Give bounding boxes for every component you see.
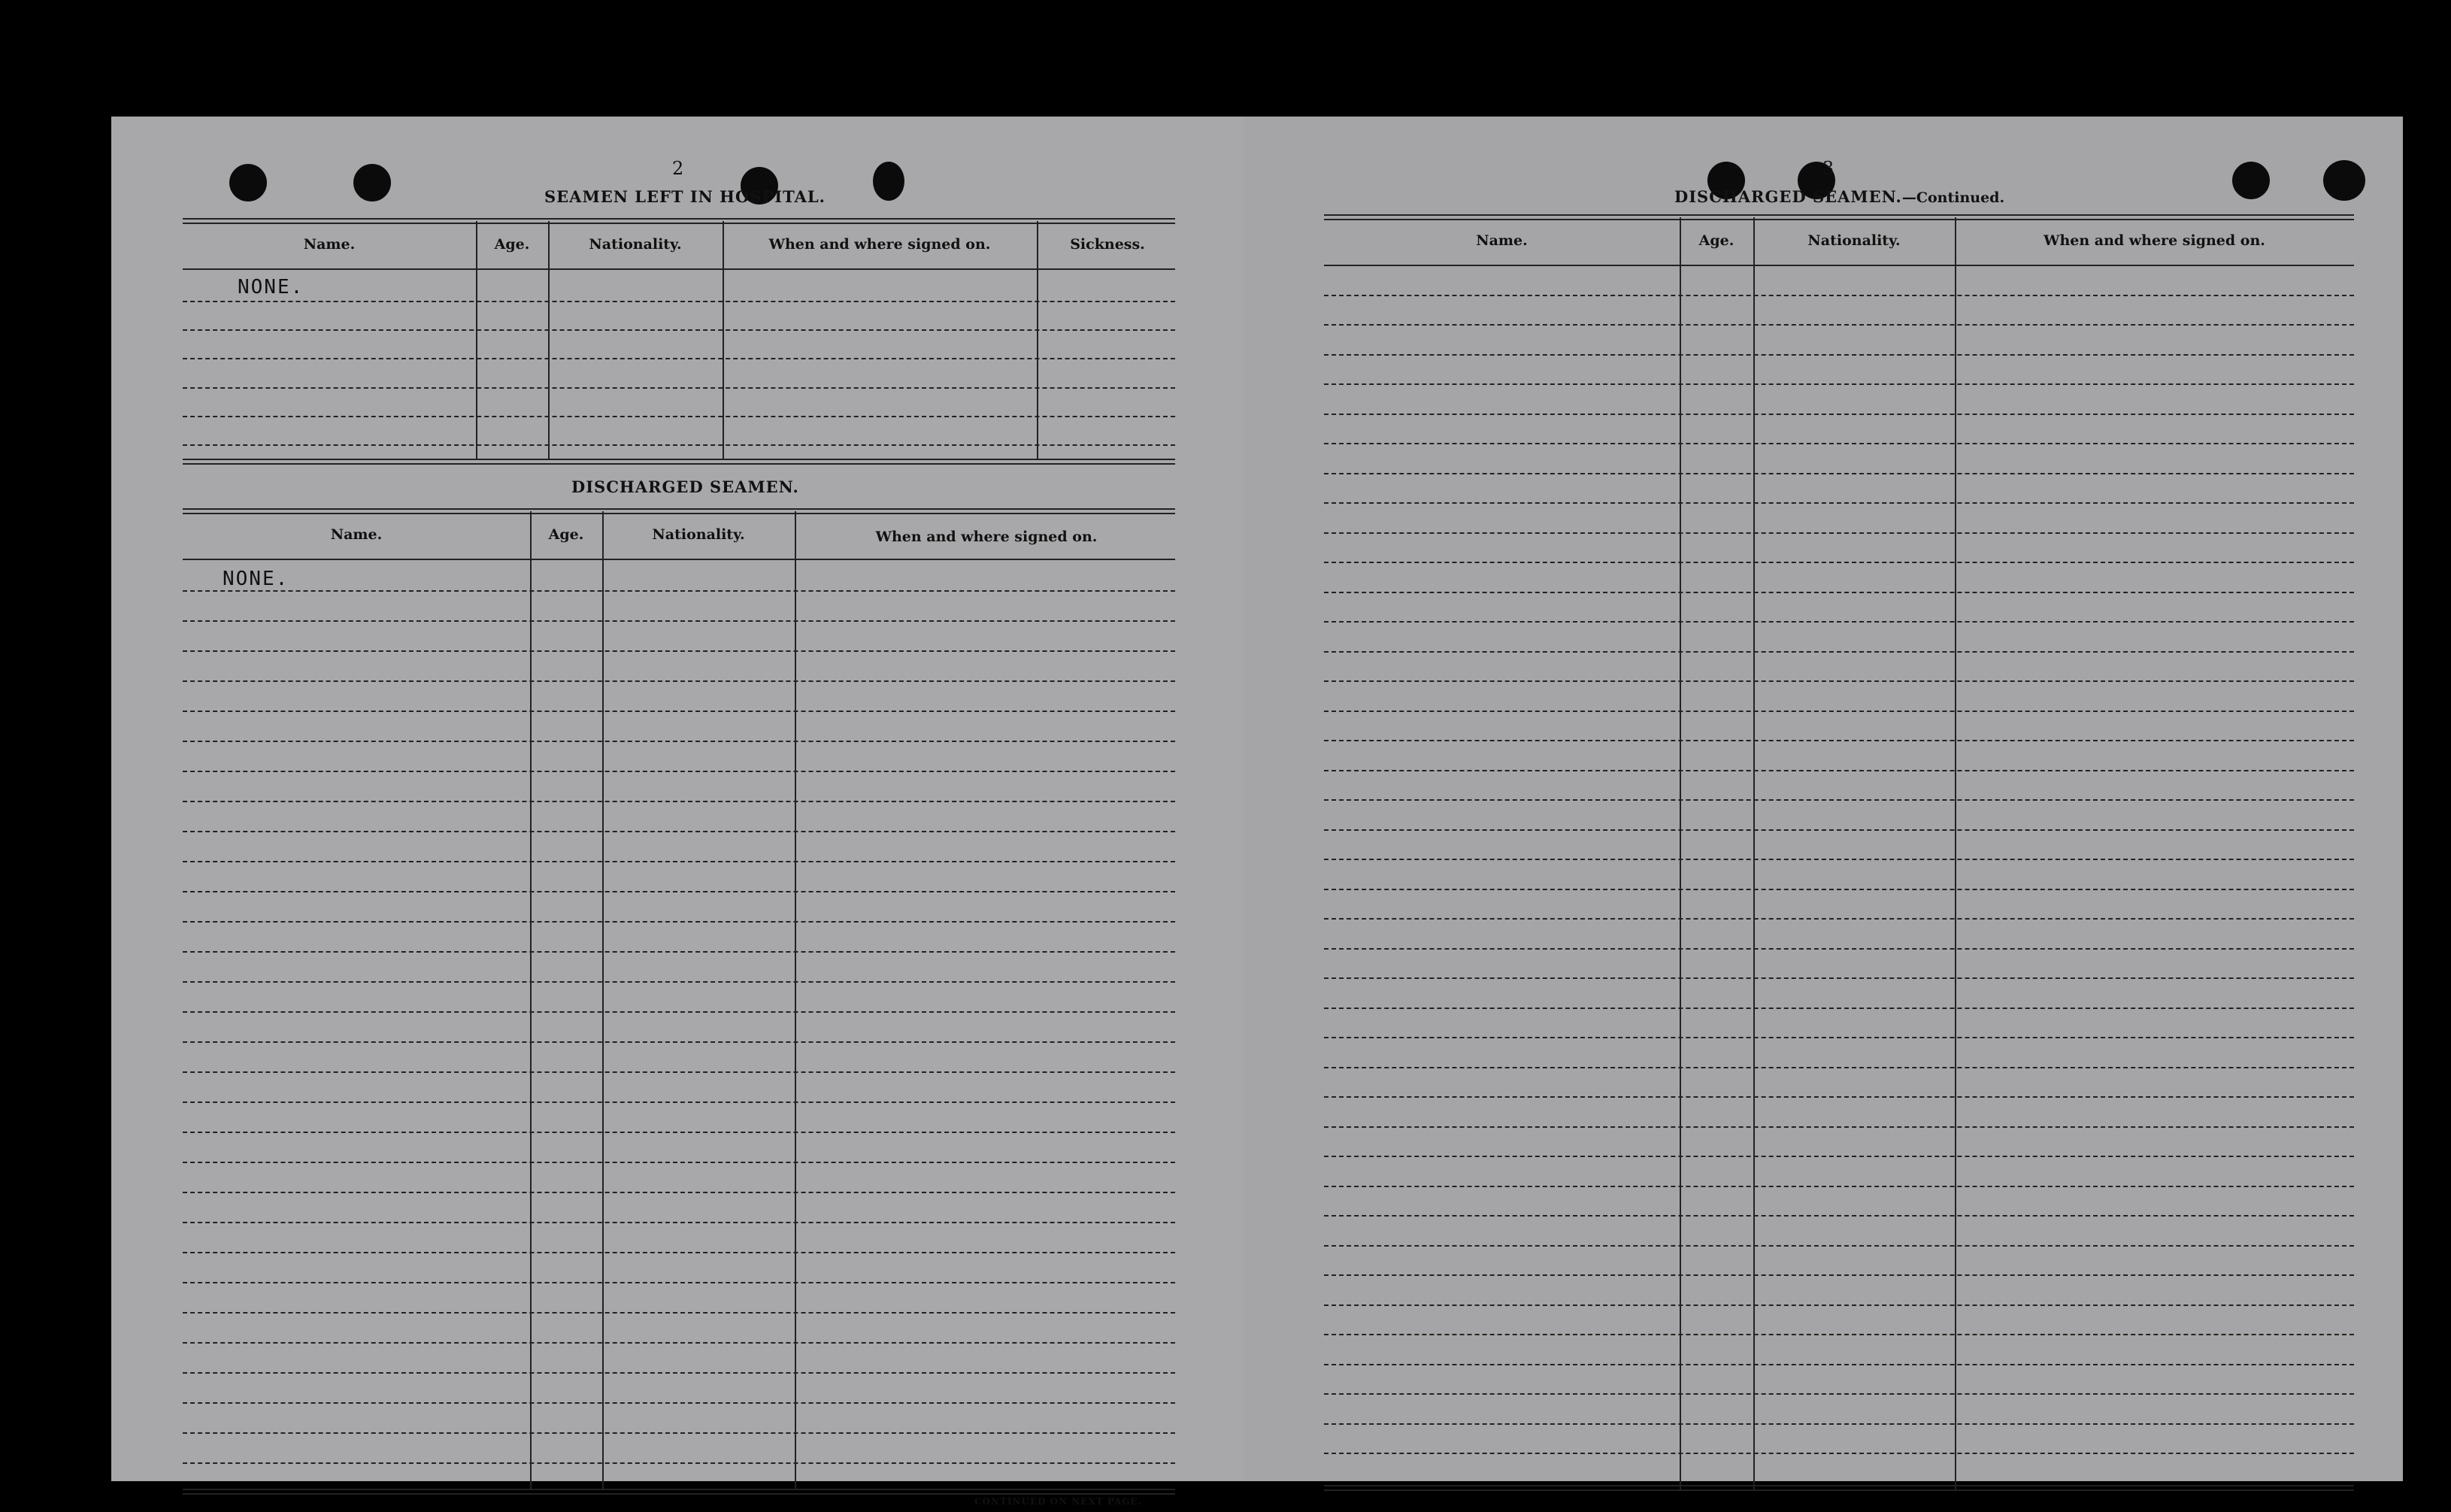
column-header-name: Name. [330,526,383,543]
ruled-line [183,1462,1175,1464]
ruled-line [183,1041,1175,1043]
table-header-rule [1324,265,2354,266]
column-header-nationality: Nationality. [589,236,682,253]
ruled-line [1324,562,2354,563]
ruled-line [183,620,1175,622]
page-number: 2 [672,158,684,179]
punch-hole [229,164,267,201]
table-top-rule [1324,214,2354,220]
punch-hole [873,162,904,201]
discharged-entry: NONE. [223,568,289,590]
table-top-rule [183,218,1175,224]
ruled-line [183,329,1175,331]
column-divider [548,221,550,460]
document-sheet [111,117,2403,1507]
punch-hole [2232,162,2270,199]
ruled-line [1324,770,2354,771]
ruled-line [183,1192,1175,1193]
ruled-line [183,921,1175,923]
ruled-line [1324,592,2354,593]
column-header-nationality: Nationality. [652,526,745,543]
right-page [1244,117,2403,1481]
ruled-line [183,1071,1175,1073]
column-header-age: Age. [548,526,584,543]
title-main: DISCHARGED SEAMEN. [1674,187,1902,206]
ruled-line [183,1402,1175,1404]
column-header-signed-on: When and where signed on. [875,529,1098,545]
ruled-line [183,711,1175,712]
ruled-line [1324,295,2354,296]
ruled-line [183,1101,1175,1103]
ruled-line [183,1342,1175,1344]
column-divider [476,221,477,460]
ruled-line [183,358,1175,359]
ruled-line [183,1432,1175,1434]
ruled-line [1324,1067,2354,1068]
ruled-line [1324,977,2354,979]
table-bottom-rule [183,1489,1175,1495]
column-header-nationality: Nationality. [1807,232,1901,249]
punch-hole [2323,160,2365,201]
table-bottom-rule [183,459,1175,465]
ruled-line [1324,473,2354,474]
column-header-signed-on: When and where signed on. [2044,232,2265,249]
ruled-line [1324,532,2354,534]
column-header-name: Name. [303,236,356,253]
discharged-continued-title [1674,187,2004,206]
table-header-rule [183,559,1175,560]
column-header-signed-on: When and where signed on. [768,236,991,253]
ruled-line [183,680,1175,682]
ruled-line [183,861,1175,862]
ruled-line [183,1312,1175,1314]
ruled-line [1324,1096,2354,1098]
column-header-sickness: Sickness. [1070,236,1145,253]
ruled-line [183,951,1175,953]
ruled-line [183,1162,1175,1163]
ruled-line [183,891,1175,892]
ruled-line [183,416,1175,417]
page-number: 3 [1822,158,1834,179]
discharged-table-title: DISCHARGED SEAMEN. [571,477,799,496]
ruled-line [1324,948,2354,950]
column-divider [723,221,724,460]
ruled-line [1324,621,2354,623]
title-continued: —Continued. [1901,189,2005,206]
hospital-entry: NONE. [238,276,304,298]
ruled-line [1324,1423,2354,1425]
ruled-line [1324,354,2354,356]
table-top-rule [183,508,1175,514]
ruled-line [1324,1007,2354,1009]
ruled-line [1324,799,2354,801]
ruled-line [183,1222,1175,1223]
column-header-name: Name. [1476,232,1528,249]
ruled-line [183,981,1175,983]
ruled-line [183,387,1175,389]
ruled-line [183,741,1175,742]
ruled-line [1324,324,2354,326]
ruled-line [1324,1274,2354,1276]
ruled-line [183,831,1175,832]
column-divider [1037,221,1038,460]
column-divider [1955,217,1956,1490]
column-header-age: Age. [1698,232,1734,249]
ruled-line [183,301,1175,302]
ruled-line [1324,889,2354,890]
ruled-line [1324,829,2354,831]
ruled-line [1324,443,2354,444]
ruled-line [183,771,1175,772]
ruled-line [183,1372,1175,1374]
column-divider [1680,217,1681,1490]
ruled-line [1324,1186,2354,1187]
ruled-line [1324,1304,2354,1306]
continued-note: CONTINUED ON NEXT PAGE. [974,1496,1142,1507]
ruled-line [1324,1453,2354,1454]
ruled-line [1324,1334,2354,1335]
ruled-line [1324,1393,2354,1395]
ruled-line [1324,502,2354,504]
ruled-line [1324,1364,2354,1365]
column-header-age: Age. [494,236,530,253]
ruled-line [183,801,1175,802]
ruled-line [1324,414,2354,415]
ruled-line [1324,651,2354,653]
punch-hole [353,164,391,201]
table-bottom-rule [1324,1485,2354,1491]
ruled-line [1324,1245,2354,1247]
column-divider [1753,217,1755,1490]
ruled-line [183,650,1175,652]
hospital-table-title: SEAMEN LEFT IN HOSPITAL. [544,187,826,206]
ruled-line [183,1132,1175,1133]
ruled-line [1324,740,2354,741]
ruled-line [183,1252,1175,1253]
ruled-line [1324,383,2354,385]
ruled-line [183,444,1175,446]
ruled-line [1324,1156,2354,1157]
ruled-line [1324,711,2354,712]
ruled-line [1324,859,2354,860]
ruled-line [183,1282,1175,1283]
ruled-line [1324,1215,2354,1217]
ruled-line [1324,1126,2354,1128]
ruled-line [183,590,1175,592]
ruled-line [1324,1037,2354,1038]
table-header-rule [183,268,1175,270]
left-page [111,117,1244,1507]
ruled-line [1324,680,2354,682]
ruled-line [183,1011,1175,1013]
ruled-line [1324,918,2354,920]
